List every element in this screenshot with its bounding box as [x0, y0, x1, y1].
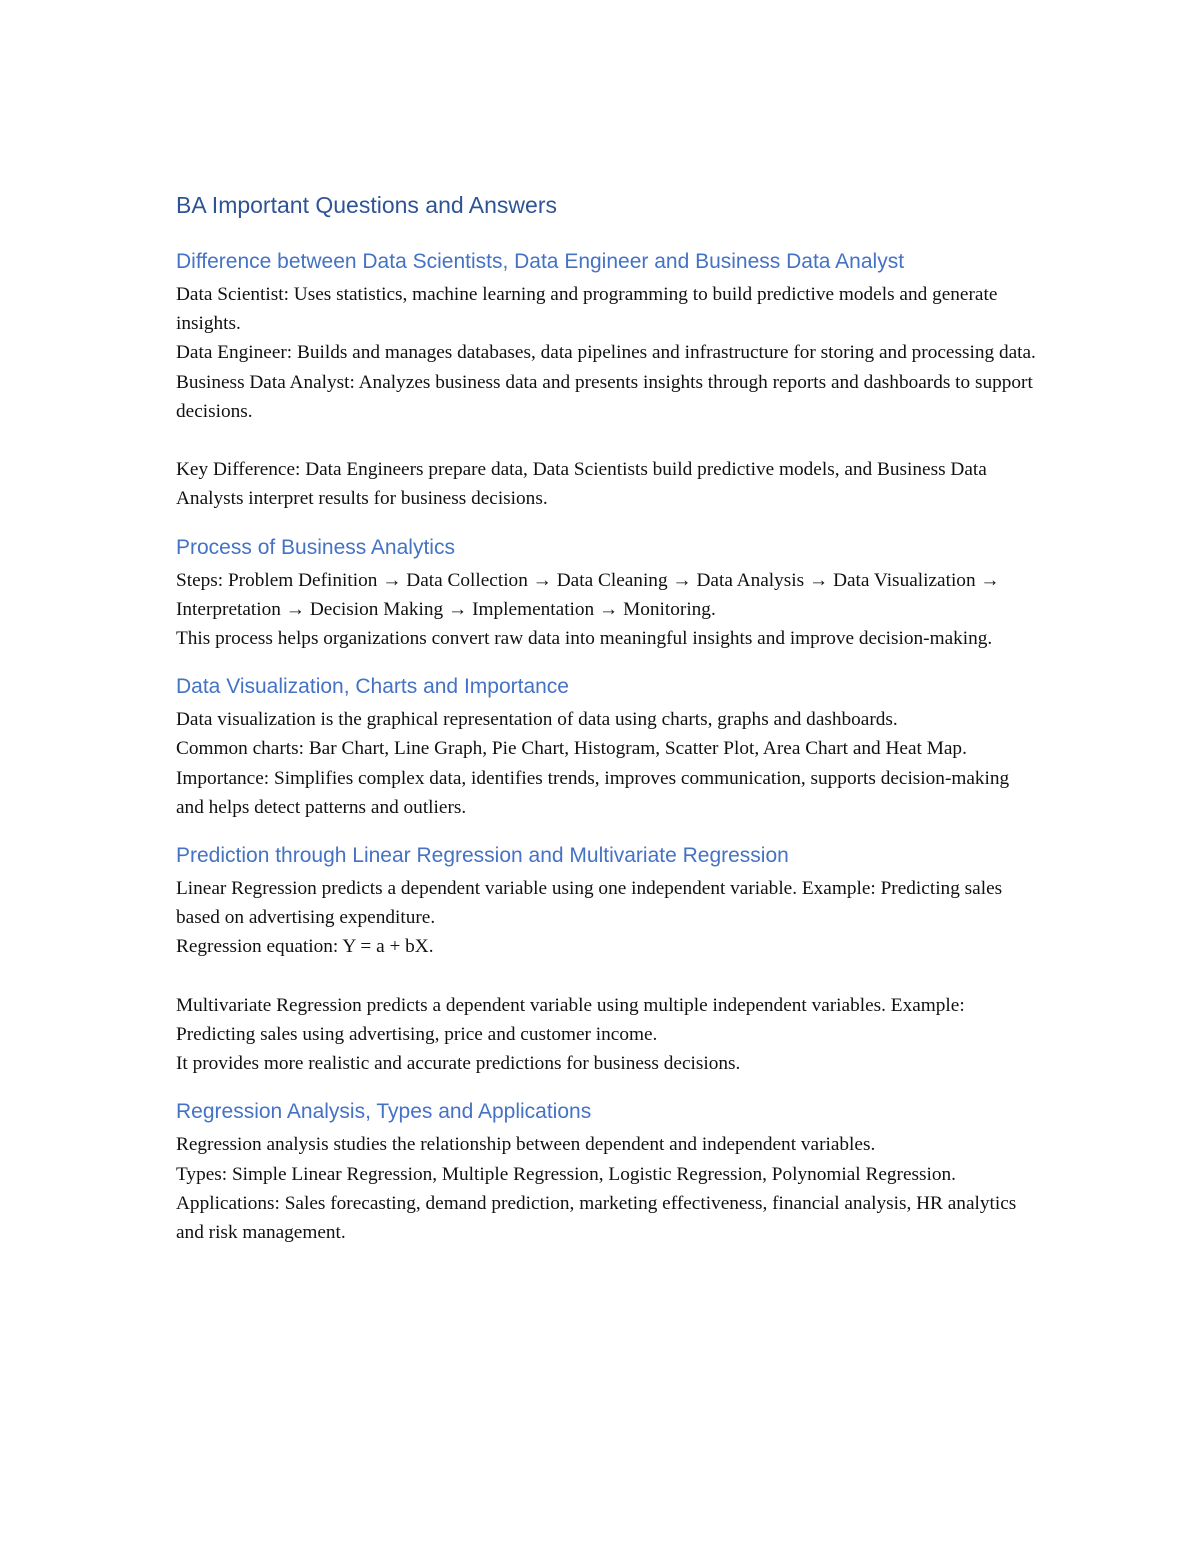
- paragraph: Data Scientist: Uses statistics, machine learning and programming to build predictive models and generate insights.: [176, 284, 998, 335]
- section-heading: Difference between Data Scientists, Data Engineer and Business Data Analyst: [176, 250, 905, 273]
- paragraph: Common charts: Bar Chart, Line Graph, Pie Chart, Histogram, Scatter Plot, Area Chart and Heat Map.: [176, 738, 967, 760]
- paragraph: Importance: Simplifies complex data, identifies trends, improves communication, supports decision-making and helps detect patterns and outliers.: [176, 767, 1010, 818]
- section-heading: Data Visualization, Charts and Importance: [176, 675, 569, 699]
- paragraph: This process helps organizations convert raw data into meaningful insights and improve decision-making.: [176, 628, 993, 650]
- paragraph: Regression analysis studies the relationship between dependent and independent variables.: [176, 1134, 876, 1156]
- paragraph: Linear Regression predicts a dependent variable using one independent variable. Example: Predicting sales based on advertising expenditure.: [176, 878, 1003, 929]
- section-visualization: [176, 671, 1036, 822]
- paragraph: Data visualization is the graphical representation of data using charts, graphs and dashboards.: [176, 709, 898, 731]
- document-page: [176, 188, 1036, 1265]
- paragraph: Steps: Problem Definition → Data Collection → Data Cleaning → Data Analysis → Data Visualization → Interpretation → Decision Making → Implementation → Monitoring.: [176, 569, 1000, 620]
- paragraph: Regression equation: Y = a + bX.: [176, 936, 434, 958]
- paragraph: Data Engineer: Builds and manages databases, data pipelines and infrastructure for storing and processing data.: [176, 342, 1036, 364]
- paragraph: It provides more realistic and accurate predictions for business decisions.: [176, 1053, 741, 1075]
- section-heading: Regression Analysis, Types and Applications: [176, 1100, 592, 1124]
- section-heading: Process of Business Analytics: [176, 535, 455, 559]
- document-title: BA Important Questions and Answers: [176, 192, 557, 218]
- section-prediction: [176, 840, 1036, 1078]
- paragraph: Business Data Analyst: Analyzes business data and presents insights through reports and dashboards to support decisions.: [176, 371, 1033, 422]
- section-data-roles: [176, 246, 1036, 514]
- blank-line: [176, 962, 1036, 991]
- paragraph: Applications: Sales forecasting, demand prediction, marketing effectiveness, financial analysis, HR analytics and risk management.: [176, 1192, 1017, 1244]
- blank-line: [176, 426, 1036, 455]
- section-heading: Prediction through Linear Regression and Multivariate Regression: [176, 844, 789, 868]
- paragraph: Types: Simple Linear Regression, Multiple Regression, Logistic Regression, Polynomial Regression.: [176, 1163, 956, 1185]
- paragraph: Key Difference: Data Engineers prepare data, Data Scientists build predictive models, and Business Data Analysts interpret results for business decisions.: [176, 459, 987, 510]
- section-regression: [176, 1096, 1036, 1247]
- paragraph: Multivariate Regression predicts a dependent variable using multiple independent variables. Example: Predicting sales using advertising, price and customer income.: [176, 994, 965, 1046]
- section-process: [176, 532, 1036, 654]
